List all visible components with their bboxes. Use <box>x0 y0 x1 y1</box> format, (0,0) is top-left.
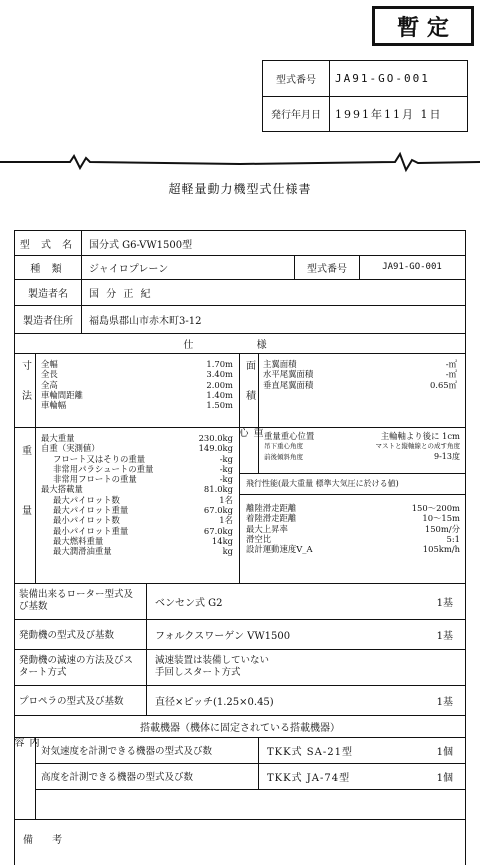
dims-area-row <box>15 353 465 428</box>
weight-item: 最大潤滑油重量 kg <box>53 546 233 557</box>
weight-label: 重量 <box>15 427 36 583</box>
performance-block <box>239 495 466 583</box>
dims-item: 全幅 1.70m <box>41 359 233 369</box>
dims-list <box>41 359 233 410</box>
equipment-item: 対気速度を計測できる機器の型式及び数 TKK式 SA-21型 1個 <box>35 737 465 764</box>
equipment-row <box>12 737 465 820</box>
provisional-stamp <box>372 6 474 46</box>
rotor-label: 装備出来るローター型式及び基数 <box>15 583 147 619</box>
maker-row <box>15 279 465 306</box>
performance-item: 離陸滑走距離 150〜200m <box>246 503 460 513</box>
reduction-value-2: 手回しスタート方式 <box>155 667 241 678</box>
kind-row <box>15 255 465 280</box>
issue-date-value: 1991年11月 1日 <box>335 107 443 121</box>
weight-item: 最小パイロット重量 67.0kg <box>53 525 233 536</box>
dims-item: 全長 3.40m <box>41 369 233 380</box>
engine-row <box>15 619 465 650</box>
dims-item: 車輪幅 1.50m <box>41 400 233 411</box>
kind-type-number-value: JA91-GO-001 <box>382 262 442 272</box>
model-row <box>15 231 465 256</box>
weight-item: フロート又はそりの重量 -kg <box>53 453 233 464</box>
area-item: 垂直尾翼面積 0.65㎡ <box>263 379 457 390</box>
address-row <box>15 305 465 334</box>
performance-item: 設計運動速度V_A 105km/h <box>246 544 460 555</box>
weight-item: 最大パイロット重量 67.0kg <box>53 505 233 516</box>
weight-item: 最大重量 230.0kg <box>41 433 233 443</box>
type-number-label: 型式番号 <box>263 61 330 96</box>
reduction-values <box>155 655 269 679</box>
address-label: 製造者住所 <box>15 305 82 333</box>
reduction-row <box>15 649 465 686</box>
rotor-count: 1基 <box>436 597 453 609</box>
equipment-header-row <box>15 715 465 738</box>
maker-label: 製造者名 <box>15 279 82 305</box>
area-item: 主翼面積 -㎡ <box>263 359 457 369</box>
cg-item: 重量重心位置 主輪軸より後に 1cm <box>264 431 460 441</box>
spec-form <box>14 230 466 865</box>
kind-value: ジャイロプレーン <box>81 255 295 279</box>
weight-item: 自重（実測値） 149.0kg <box>41 443 233 454</box>
propeller-label: プロペラの型式及び基数 <box>15 685 147 715</box>
weights-row <box>15 427 465 584</box>
equipment-header: 搭載機器（機体に固定されている搭載機器） <box>140 722 340 734</box>
cg-item: 吊下重心角度 マストと縦軸線との成す角度 <box>264 442 460 451</box>
weight-item: 最大パイロット数 1名 <box>53 494 233 505</box>
engine-value: フォルクスワーゲン VW1500 <box>155 630 291 642</box>
weight-item: 最大燃料重量 14kg <box>53 535 233 546</box>
performance-header: 飛行性能(最大重量 標準大気圧に於ける値) <box>239 473 465 495</box>
engine-label: 発動機の型式及び基数 <box>15 619 147 649</box>
performance-list <box>246 503 460 554</box>
weights-list <box>41 433 233 557</box>
contents-label: 内容 <box>15 737 36 819</box>
remarks-label: 備 考 <box>23 835 71 846</box>
propeller-row <box>15 685 465 716</box>
reduction-value-1: 減速装置は装備していない <box>155 655 270 666</box>
issue-date-label: 発行年月日 <box>263 96 330 131</box>
cg-block <box>236 427 466 474</box>
area-item: 水平尾翼面積 -㎡ <box>263 369 457 380</box>
header-info-box <box>262 60 468 132</box>
area-list <box>263 359 457 390</box>
kind-label: 種 類 <box>15 255 82 279</box>
type-number-value: JA91-GO-001 <box>335 72 430 85</box>
weight-item: 非常用フロートの重量 -kg <box>53 474 233 485</box>
spec-header-row <box>15 333 465 354</box>
propeller-count: 1基 <box>436 696 453 708</box>
dims-label: 寸法 <box>15 353 36 427</box>
type-number-row <box>263 61 467 97</box>
document-title: 超軽量動力機型式仕様書 <box>168 182 312 196</box>
weight-item: 最小パイロット数 1名 <box>53 515 233 526</box>
spec-header: 仕 様 <box>183 339 297 351</box>
weight-item: 非常用パラシュートの重量 -kg <box>53 463 233 474</box>
rotor-value: ベンセン式 G2 <box>155 597 223 609</box>
reduction-label: 発動機の減速の方法及びスタート方式 <box>15 649 147 685</box>
cg-label: 重心 <box>240 427 259 473</box>
cg-list <box>264 431 460 462</box>
model-label: 型 式 名 <box>15 231 82 255</box>
kind-type-number-label: 型式番号 <box>295 255 360 279</box>
cg-item: 前後傾斜角度 9-13度 <box>264 451 460 461</box>
weight-item: 最大搭載量 81.0kg <box>41 484 233 495</box>
address-value: 福島県郡山市赤木町3-12 <box>89 315 202 327</box>
issue-date-row <box>263 96 467 131</box>
model-value: 国分式 G6-VW1500型 <box>89 239 193 251</box>
performance-item: 最大上昇率 150m/分 <box>246 523 460 534</box>
propeller-value: 直径×ピッチ(1.25×0.45) <box>155 696 274 708</box>
rotor-row <box>15 583 465 620</box>
dims-item: 車輪間距離 1.40m <box>41 389 233 400</box>
dims-item: 全高 2.00m <box>41 379 233 390</box>
equipment-item: 高度を計測できる機器の型式及び数 TKK式 JA-74型 1個 <box>35 763 465 790</box>
area-label: 面積 <box>239 353 259 427</box>
engine-count: 1基 <box>436 630 453 642</box>
maker-value: 国 分 正 紀 <box>89 288 153 300</box>
stamp-text: 暫 定 <box>397 14 449 41</box>
performance-item: 滑空比 5:1 <box>246 533 460 544</box>
performance-item: 着陸滑走距離 10〜15m <box>246 513 460 524</box>
